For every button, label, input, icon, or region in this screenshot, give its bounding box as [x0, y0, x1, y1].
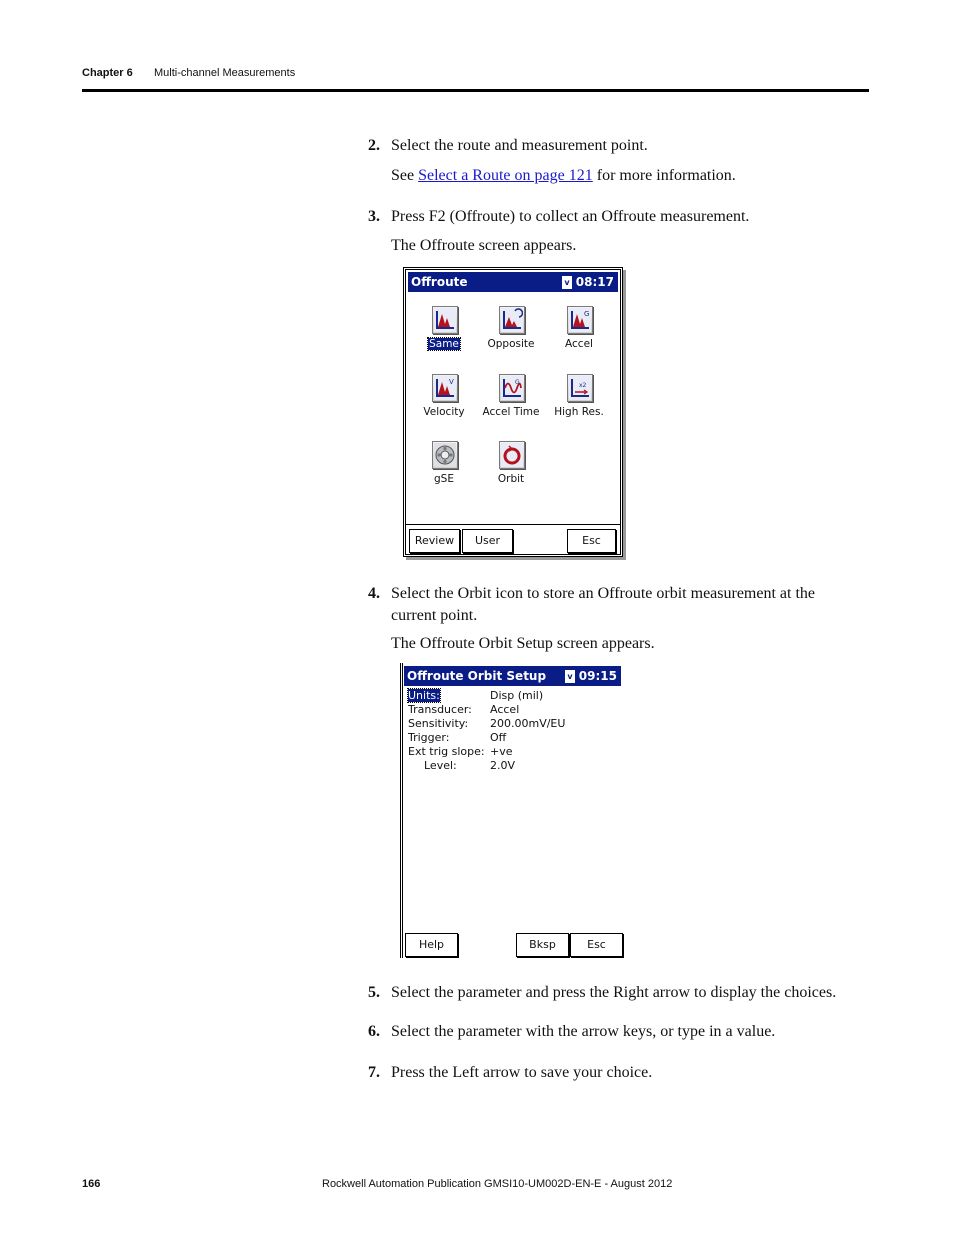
esc-button[interactable]: Esc — [567, 529, 616, 553]
screen-title: Offroute — [411, 275, 468, 289]
velocity-icon[interactable] — [432, 374, 458, 402]
bearing-icon[interactable] — [432, 441, 458, 469]
step-number: 6. — [368, 1023, 380, 1040]
screen-title: Offroute Orbit Setup — [407, 669, 547, 683]
softkey-divider — [406, 524, 620, 525]
section-title: Multi-channel Measurements — [154, 67, 296, 79]
orbit-setup-screen — [400, 663, 621, 956]
icon-label-orbit[interactable]: Orbit — [497, 473, 525, 485]
icon-label-same[interactable]: Same — [429, 338, 459, 350]
param-label-units[interactable]: Units: — [408, 689, 440, 702]
step-text: Select the parameter and press the Right arrow to display the choices. — [391, 984, 837, 1001]
param-label-sensitivity[interactable]: Sensitivity: — [408, 717, 469, 730]
review-button[interactable]: Review — [409, 529, 460, 553]
param-value-ext-trig-slope[interactable]: +ve — [490, 745, 513, 758]
high-res-icon[interactable] — [567, 374, 593, 402]
battery-icon: v — [562, 276, 572, 289]
see-reference — [391, 165, 736, 187]
svg-text:G: G — [515, 379, 520, 386]
orbit-setup-appears-text: The Offroute Orbit Setup screen appears. — [391, 635, 655, 652]
see-prefix: See — [391, 167, 419, 184]
param-value-level[interactable]: 2.0V — [490, 759, 516, 772]
param-value-sensitivity[interactable]: 200.00mV/EU — [490, 717, 566, 730]
param-value-transducer[interactable]: Accel — [490, 703, 520, 716]
see-suffix: for more information. — [592, 167, 736, 184]
offroute-appears-text: The Offroute screen appears. — [391, 237, 577, 254]
step-text: Select the parameter with the arrow keys, or type in a value. — [391, 1023, 776, 1040]
step-number: 3. — [368, 208, 380, 225]
step-number: 5. — [368, 984, 380, 1001]
icon-label-accel-time[interactable]: Accel Time — [482, 406, 540, 418]
param-label-level[interactable]: Level: — [424, 759, 457, 772]
icon-label-high-res[interactable]: High Res. — [554, 406, 604, 418]
step-number: 2. — [368, 137, 380, 154]
orbit-icon[interactable] — [499, 441, 525, 469]
step-number: 7. — [368, 1064, 380, 1081]
chapter-label: Chapter 6 — [82, 67, 133, 79]
publication-info: Rockwell Automation Publication GMSI10-UM002D-EN-E - August 2012 — [322, 1178, 673, 1190]
icon-label-accel[interactable]: Accel — [565, 338, 593, 350]
param-label-transducer[interactable]: Transducer: — [408, 703, 472, 716]
running-header — [82, 67, 296, 79]
bksp-button[interactable]: Bksp — [516, 933, 569, 957]
param-label-trigger[interactable]: Trigger: — [408, 731, 450, 744]
step-number: 4. — [368, 585, 380, 602]
param-value-units[interactable]: Disp (mil) — [490, 689, 544, 702]
select-route-link[interactable]: Select a Route on page 121 — [418, 167, 593, 184]
opposite-icon[interactable] — [499, 306, 525, 334]
waveform-icon[interactable] — [499, 374, 525, 402]
step-text: Select the route and measurement point. — [391, 137, 648, 154]
offroute-screen — [403, 267, 623, 557]
svg-text:G: G — [584, 310, 590, 318]
clock: 08:17 — [575, 275, 614, 289]
icon-label-velocity[interactable]: Velocity — [423, 406, 465, 418]
step-text: Select the Orbit icon to store an Offroute orbit measurement at the current point. — [391, 585, 816, 624]
clock: 09:15 — [578, 669, 617, 683]
icon-label-gse[interactable]: gSE — [434, 473, 454, 485]
screen-left-edge-inner — [402, 663, 403, 958]
svg-text:V: V — [449, 378, 454, 386]
param-label-ext-trig-slope[interactable]: Ext trig slope: — [408, 745, 485, 758]
user-button[interactable]: User — [462, 529, 513, 553]
icon-label-opposite[interactable]: Opposite — [487, 338, 535, 350]
page-number: 166 — [82, 1178, 101, 1190]
orbit-setup-title-bar — [404, 666, 621, 686]
esc-button[interactable]: Esc — [570, 933, 623, 957]
accel-icon[interactable] — [567, 306, 593, 334]
step-text: Press the Left arrow to save your choice. — [391, 1064, 653, 1081]
help-button[interactable]: Help — [405, 933, 458, 957]
step-text: Press F2 (Offroute) to collect an Offroute measurement. — [391, 208, 750, 225]
screen-left-edge — [400, 663, 401, 958]
svg-text:x2: x2 — [579, 382, 587, 389]
spectrum-icon[interactable] — [432, 306, 458, 334]
battery-icon: v — [565, 670, 575, 683]
header-rule — [82, 89, 869, 92]
offroute-title-bar — [408, 272, 618, 292]
param-value-trigger[interactable]: Off — [490, 731, 507, 744]
